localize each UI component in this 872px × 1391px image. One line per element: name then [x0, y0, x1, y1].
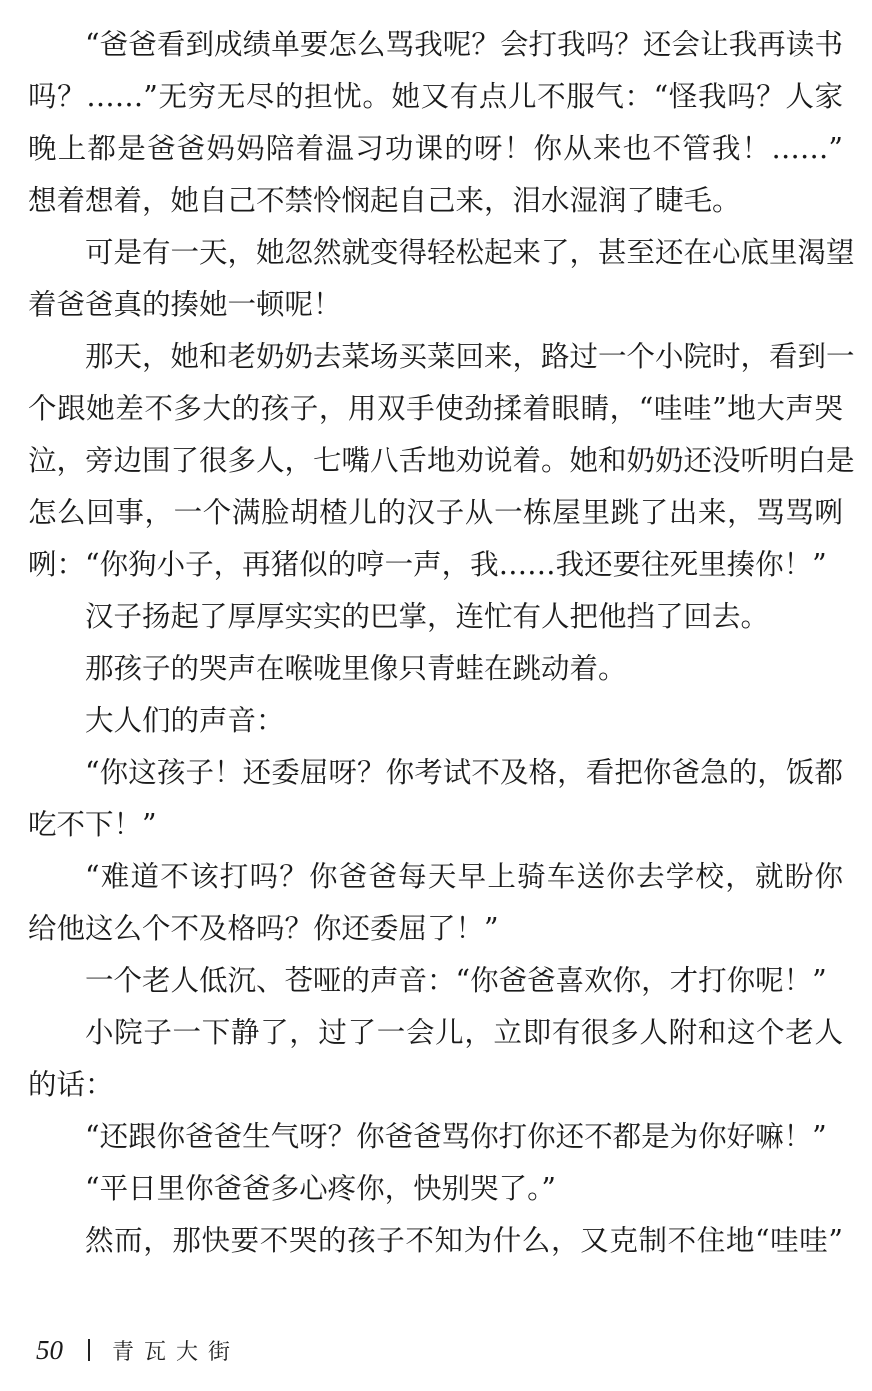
text-line: 咧：“你狗小子，再猪似的哼一声，我……我还要往死里揍你！” — [28, 548, 827, 581]
text-line: 着爸爸真的揍她一顿呢！ — [28, 288, 342, 321]
footer-divider — [88, 1339, 90, 1361]
paragraph — [28, 851, 843, 955]
text-line: 怎么回事，一个满脸胡楂儿的汉子从一栋屋里跳了出来，骂骂咧 — [28, 496, 843, 529]
text-line: 吃不下！” — [28, 808, 157, 841]
text-line: 可是有一天，她忽然就变得轻松起来了，甚至还在心底里渴望 — [85, 236, 855, 269]
text-line: “平日里你爸爸多心疼你，快别哭了。” — [85, 1172, 556, 1205]
text-line: 想着想着，她自己不禁怜悯起自己来，泪水湿润了睫毛。 — [28, 184, 741, 217]
text-line: 大人们的声音： — [85, 704, 285, 737]
paragraph — [28, 955, 843, 1007]
body-text — [28, 19, 855, 1267]
paragraph — [28, 1111, 843, 1163]
text-line: “爸爸看到成绩单要怎么骂我呢？会打我吗？还会让我再读书 — [85, 28, 843, 61]
paragraph — [28, 747, 843, 851]
paragraph — [28, 695, 843, 747]
running-title: 青瓦大街 — [112, 1339, 241, 1365]
text-line: 汉子扬起了厚厚实实的巴掌，连忙有人把他挡了回去。 — [85, 600, 770, 633]
text-line: 吗？……”无穷无尽的担忧。她又有点儿不服气：“怪我吗？人家 — [28, 80, 843, 113]
text-line: 一个老人低沉、苍哑的声音：“你爸爸喜欢你，才打你呢！” — [85, 964, 827, 997]
text-line: 给他这么个不及格吗？你还委屈了！” — [28, 912, 499, 945]
text-line: 然而，那快要不哭的孩子不知为什么，又克制不住地“哇哇” — [85, 1224, 843, 1257]
text-line: “还跟你爸爸生气呀？你爸爸骂你打你还不都是为你好嘛！” — [85, 1120, 827, 1153]
paragraph — [28, 1163, 843, 1215]
page-footer — [36, 1330, 240, 1370]
page-number: 50 — [36, 1334, 63, 1365]
paragraph — [28, 227, 855, 331]
text-line: 晚上都是爸爸妈妈陪着温习功课的呀！你从来也不管我！……” — [28, 132, 843, 165]
text-line: “难道不该打吗？你爸爸每天早上骑车送你去学校，就盼你 — [85, 860, 843, 893]
text-line: 泣，旁边围了很多人，七嘴八舌地劝说着。她和奶奶还没听明白是 — [28, 444, 855, 477]
paragraph — [28, 1007, 843, 1111]
text-line: 小院子一下静了，过了一会儿，立即有很多人附和这个老人 — [85, 1016, 843, 1049]
paragraph — [28, 643, 843, 695]
paragraph — [28, 331, 855, 591]
paragraph — [28, 591, 843, 643]
text-line: 那天，她和老奶奶去菜场买菜回来，路过一个小院时，看到一 — [85, 340, 855, 373]
text-line: 那孩子的哭声在喉咙里像只青蛙在跳动着。 — [85, 652, 627, 685]
text-line: “你这孩子！还委屈呀？你考试不及格，看把你爸急的，饭都 — [85, 756, 843, 789]
text-line: 个跟她差不多大的孩子，用双手使劲揉着眼睛，“哇哇”地大声哭 — [28, 392, 843, 425]
text-line: 的话： — [28, 1068, 114, 1101]
paragraph — [28, 1215, 843, 1267]
paragraph — [28, 19, 843, 227]
